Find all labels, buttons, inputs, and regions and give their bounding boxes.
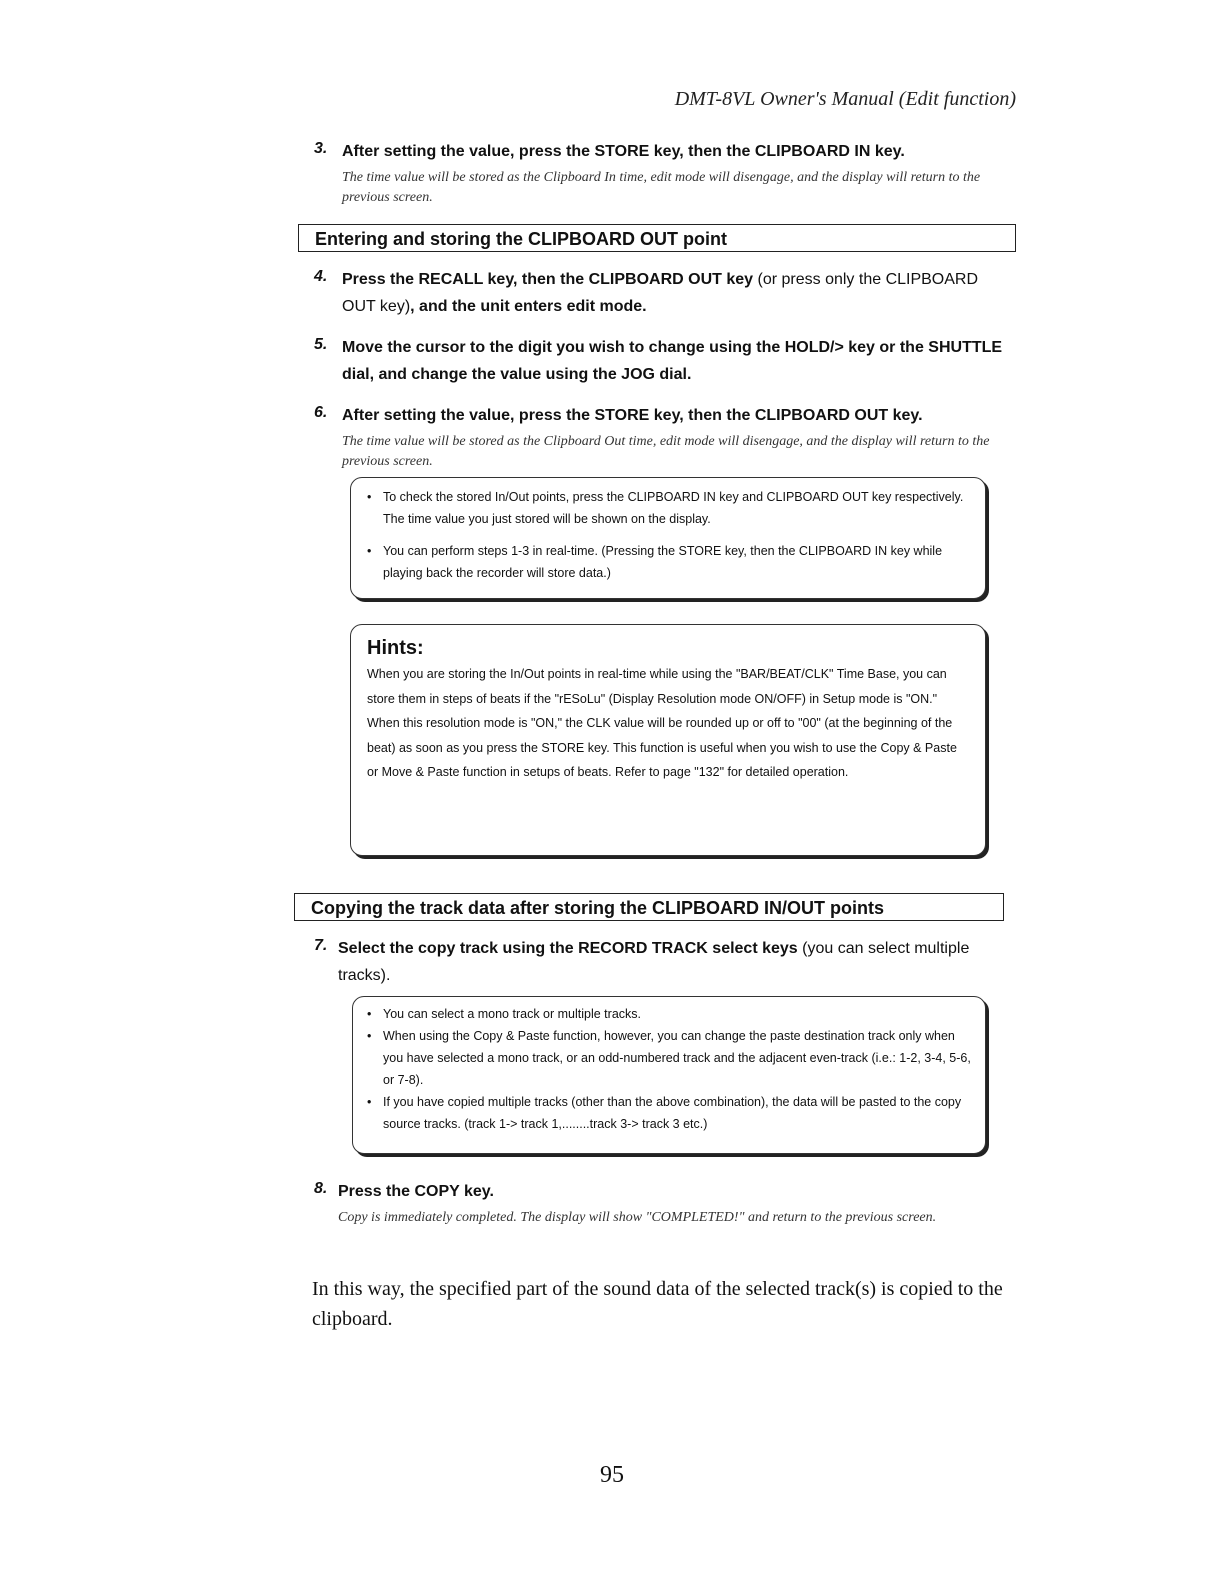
step-4 xyxy=(314,266,1014,320)
step-instruction: Move the cursor to the digit you wish to change using the HOLD/> key or the SHUTTLE dial, and change the value using the JOG dial. xyxy=(342,339,1003,383)
step-number: 8. xyxy=(314,1180,328,1197)
closing-paragraph: In this way, the specified part of the sound data of the selected track(s) is copied to the clipboard. xyxy=(312,1278,1003,1330)
running-header: DMT-8VL Owner's Manual (Edit function) xyxy=(674,88,1016,110)
hints-box xyxy=(350,624,986,856)
step-6 xyxy=(314,402,1014,472)
step-3 xyxy=(314,138,1014,208)
step-text-plain: (you can select multiple tracks). xyxy=(338,940,970,984)
note-box-track-selection xyxy=(352,996,986,1154)
step-number: 4. xyxy=(314,268,328,285)
step-7 xyxy=(314,935,1014,989)
step-text-bold: Press the RECALL key, then the CLIPBOARD OUT key xyxy=(342,271,754,288)
step-result-note: Copy is immediately completed. The display will show "COMPLETED!" and return to the previous screen. xyxy=(338,1210,937,1225)
step-text-bold-end: , and the unit enters edit mode. xyxy=(410,298,647,315)
hints-title: Hints: xyxy=(367,637,424,659)
step-number: 7. xyxy=(314,937,328,954)
hints-paragraph: When this resolution mode is "ON," the CLK value will be rounded up or off to "00" (at the beginning of the beat) as soon as you press the STORE key. This function is useful when you wish to use the Copy & Paste or Move & Paste function in setups of beats. Refer to page "132" for detailed operation. xyxy=(367,716,957,779)
step-instruction: After setting the value, press the STORE key, then the CLIPBOARD IN key. xyxy=(342,143,905,160)
section-heading-copy-track: Copying the track data after storing the CLIPBOARD IN/OUT points xyxy=(294,893,1004,921)
step-number: 6. xyxy=(314,404,328,421)
step-8 xyxy=(314,1178,1014,1228)
note-box-store-tips xyxy=(350,477,986,599)
note-line: • When using the Copy & Paste function, however, you can change the paste destination track only when you have selected a mono track, or an odd-numbered track and the adjacent even-track (i.e.: 1-2, 3-4, 5-6, or 7-8). xyxy=(365,1025,975,1091)
step-instruction xyxy=(342,266,982,320)
step-instruction xyxy=(338,935,998,989)
section-heading-clipboard-out: Entering and storing the CLIPBOARD OUT point xyxy=(298,224,1016,252)
step-number: 3. xyxy=(314,140,328,157)
step-text-bold: Select the copy track using the RECORD TRACK select keys xyxy=(338,940,798,957)
step-result-note: The time value will be stored as the Clipboard Out time, edit mode will disengage, and the display will return to the previous screen. xyxy=(342,434,990,469)
step-result-note: The time value will be stored as the Clipboard In time, edit mode will disengage, and the display will return to the previous screen. xyxy=(342,170,981,205)
page-number: 95 xyxy=(600,1462,624,1488)
step-number: 5. xyxy=(314,336,328,353)
hints-paragraph: When you are storing the In/Out points in real-time while using the "BAR/BEAT/CLK" Time Base, you can store them in steps of beats if the "rESoLu" (Display Resolution mode ON/OFF) in Setup mode is "ON." xyxy=(367,667,947,706)
hints-body xyxy=(367,662,971,785)
step-instruction: Press the COPY key. xyxy=(338,1183,494,1200)
step-text-plain: (or press only the CLIPBOARD OUT key) xyxy=(342,271,979,315)
step-5 xyxy=(314,334,1014,388)
note-bullet: • To check the stored In/Out points, press the CLIPBOARD IN key and CLIPBOARD OUT key respectively. The time value you just stored will be shown on the display. xyxy=(365,486,975,530)
step-instruction: After setting the value, press the STORE key, then the CLIPBOARD OUT key. xyxy=(342,407,923,424)
note-bullet: • You can select a mono track or multiple tracks. xyxy=(365,1003,975,1025)
note-line: • If you have copied multiple tracks (other than the above combination), the data will be pasted to the copy source tracks. (track 1-> track 1,........track 3-> track 3 etc.) xyxy=(365,1091,975,1135)
note-bullet: • You can perform steps 1-3 in real-time. (Pressing the STORE key, then the CLIPBOARD IN key while playing back the recorder will store data.) xyxy=(365,540,975,584)
